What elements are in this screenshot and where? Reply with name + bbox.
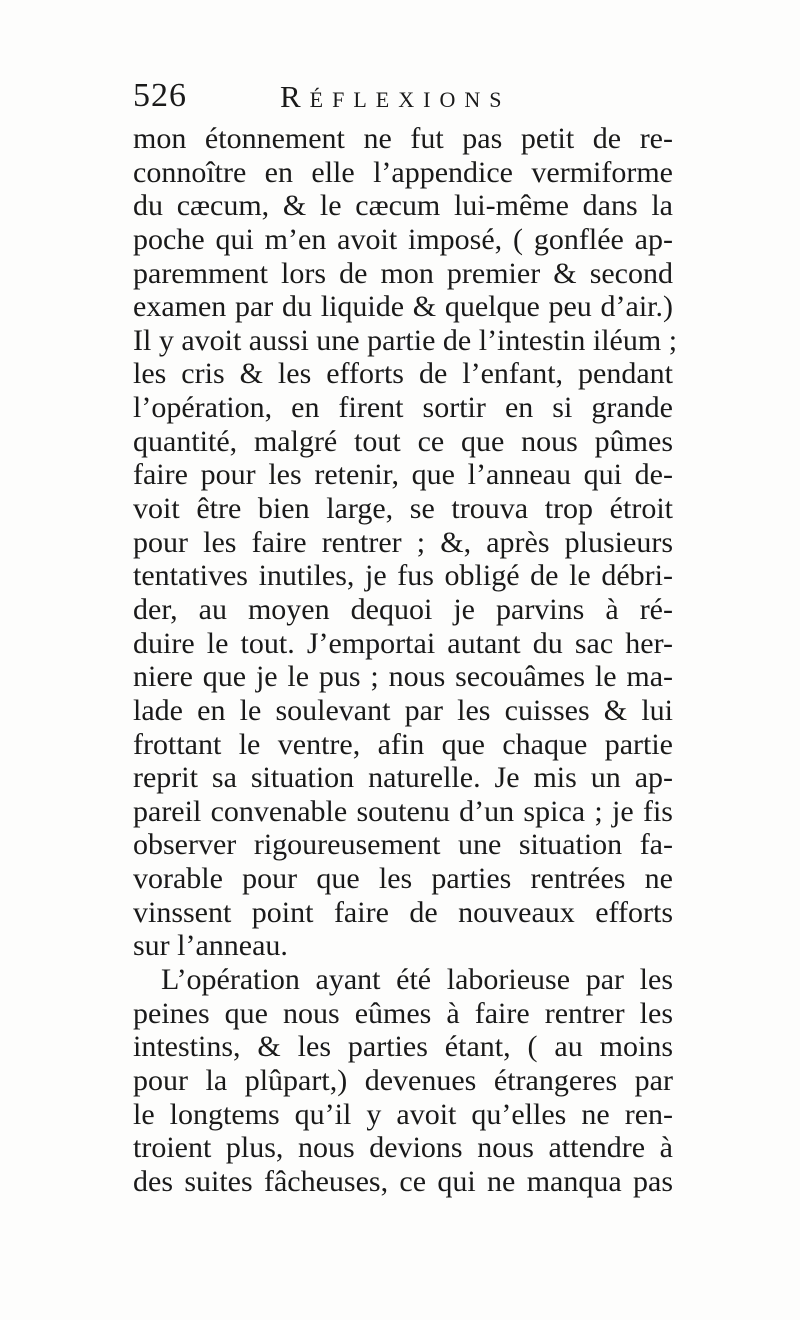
text-line: frottant le ventre, afin que chaque partie xyxy=(133,727,673,761)
text-line: voit être bien large, se trouva trop étroit xyxy=(133,492,673,526)
body-text xyxy=(133,122,678,1199)
text-line: poche qui m’en avoit imposé, ( gonflée ap- xyxy=(133,222,673,256)
paragraph-start-line: L’opération ayant été laborieuse par les xyxy=(161,963,673,997)
text-line: observer rigoureusement une situation fa- xyxy=(133,828,673,862)
text-line: intestins, & les parties étant, ( au moins xyxy=(133,1030,673,1064)
text-line: lade en le soulevant par les cuisses & lui xyxy=(133,693,673,727)
text-line: reprit sa situation naturelle. Je mis un ap- xyxy=(133,761,673,795)
text-line: vorable pour que les parties rentrées ne xyxy=(133,862,673,896)
text-line: connoître en elle l’appendice vermiforme xyxy=(133,155,673,189)
text-line: Il y avoit aussi une partie de l’intestin iléum ; xyxy=(133,323,678,357)
text-line: mon étonnement ne fut pas petit de re- xyxy=(133,122,673,155)
text-line: pour la plûpart,) devenues étrangeres par xyxy=(133,1063,673,1097)
text-line: l’opération, en firent sortir en si grande xyxy=(133,391,673,425)
paragraph-end-line: sur l’anneau. xyxy=(133,929,288,963)
text-line: pour les faire rentrer ; &, après plusieurs xyxy=(133,525,673,559)
text-line: niere que je le pus ; nous secouâmes le ma- xyxy=(133,660,673,694)
page-header xyxy=(133,76,553,120)
text-line: les cris & les efforts de l’enfant, pendant xyxy=(133,357,673,391)
text-line: der, au moyen dequoi je parvins à ré- xyxy=(133,592,673,626)
text-line: troient plus, nous devions nous attendre à xyxy=(133,1131,673,1165)
running-head: Réflexions xyxy=(280,79,511,114)
text-line: vinssent point faire de nouveaux efforts xyxy=(133,895,673,929)
text-line: du cæcum, & le cæcum lui-même dans la xyxy=(133,189,673,223)
text-line: des suites fâcheuses, ce qui ne manqua pas xyxy=(133,1164,673,1198)
text-line: quantité, malgré tout ce que nous pûmes xyxy=(133,424,673,458)
text-line: tentatives inutiles, je fus obligé de le débri- xyxy=(133,559,673,593)
page-number: 526 xyxy=(133,77,187,114)
text-line: paremment lors de mon premier & second xyxy=(133,256,673,290)
text-line: faire pour les retenir, que l’anneau qui de- xyxy=(133,458,673,492)
text-line: peines que nous eûmes à faire rentrer les xyxy=(133,996,673,1030)
text-line: le longtems qu’il y avoit qu’elles ne ren- xyxy=(133,1097,673,1131)
text-line: pareil convenable soutenu d’un spica ; je fis xyxy=(133,794,673,828)
text-line: examen par du liquide & quelque peu d’air.) xyxy=(133,290,673,324)
text-line: duire le tout. J’emportai autant du sac her- xyxy=(133,626,673,660)
